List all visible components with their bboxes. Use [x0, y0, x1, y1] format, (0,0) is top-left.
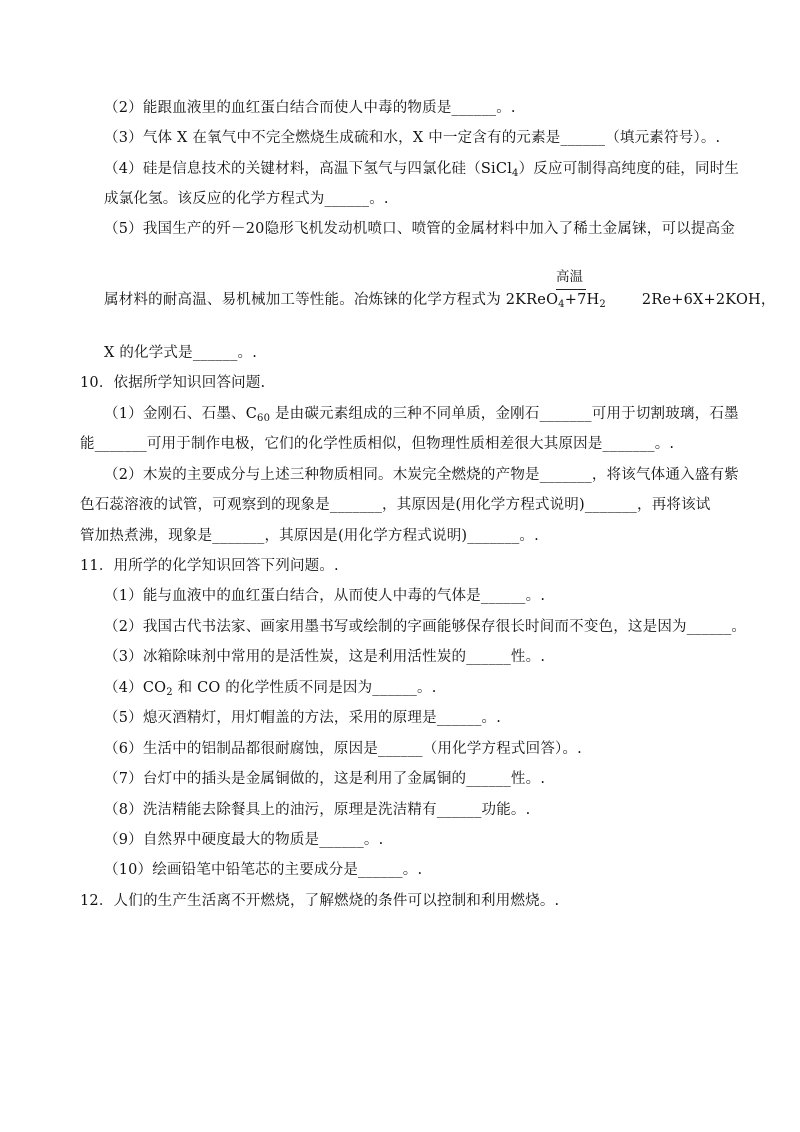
- question-10-2-line1: （2）木炭的主要成分与上述三种物质相同。木炭完全燃烧的产物是_______，将该气体通入盛有紫: [104, 467, 739, 483]
- question-9-5-line3: X 的化学式是______。.: [104, 345, 258, 361]
- q9-4-subscript: 4: [512, 168, 519, 179]
- question-9-5-line2: [104, 290, 776, 310]
- q10-1-subscript: 60: [257, 413, 271, 424]
- reaction-condition-high-temperature: 高温: [556, 269, 583, 285]
- q11-4-text-pre: （4）CO: [104, 680, 167, 696]
- question-12-title: 12．人们的生产生活离不开燃烧，了解燃烧的条件可以控制和利用燃烧。.: [80, 893, 560, 909]
- question-10-1-line2: 能_______可用于制作电极，它们的化学性质相似，但物理性质相差很大其原因是_______。.: [80, 436, 675, 452]
- question-11-9: （9）自然界中硬度最大的物质是______。.: [104, 832, 384, 848]
- q9-4-text-post: ）反应可制得高纯度的硅，同时生: [518, 161, 740, 177]
- q9-5-subscript-2: 2: [599, 299, 606, 310]
- q9-5-text-pre: 属材料的耐高温、易机械加工等性能。冶炼铼的化学方程式为 2KReO: [104, 292, 559, 308]
- q9-4-text-pre: （4）硅是信息技术的关键材料，高温下氢气与四氯化硅（SiCl: [104, 161, 513, 177]
- q11-4-text-post: 和 CO 的化学性质不同是因为______。.: [172, 680, 437, 696]
- question-10-1-line1: [104, 404, 739, 424]
- question-10-2-line3: 管加热煮沸，现象是_______，其原因是(用化学方程式说明)_______。.: [80, 528, 539, 544]
- question-11-8: （8）洗洁精能去除餐具上的油污，原理是洗洁精有______功能。.: [104, 802, 531, 818]
- question-11-7: （7）台灯中的插头是金属铜做的，这是利用了金属铜的______性。.: [104, 771, 546, 787]
- q9-5-text-post: 2Re+6X+2KOH，: [641, 292, 776, 308]
- q9-5-subscript-1: 4: [558, 299, 565, 310]
- question-11-2: （2）我国古代书法家、画家用墨书写或绘制的字画能够保存很长时间而不变色，这是因为______。: [104, 619, 747, 635]
- question-9-4-line2: 成氯化氢。该反应的化学方程式为______。.: [104, 191, 389, 207]
- q10-1-text-pre: （1）金刚石、石墨、C: [104, 406, 258, 422]
- question-9-2: （2）能跟血液里的血红蛋白结合而使人中毒的物质是______。.: [104, 100, 516, 116]
- question-11-title: 11．用所学的化学知识回答下列问题。.: [80, 558, 339, 574]
- question-11-4: [104, 678, 437, 698]
- q9-5-text-mid: +7H: [564, 292, 600, 308]
- question-10-title: 10．依据所学知识回答问题.: [80, 375, 266, 391]
- question-9-3: （3）气体 X 在氧气中不完全燃烧生成硫和水，X 中一定含有的元素是______（填元素符号）。.: [104, 130, 721, 146]
- question-11-6: （6）生活中的铝制品都很耐腐蚀，原因是______（用化学方程式回答）。.: [104, 741, 582, 757]
- question-11-3: （3）冰箱除味剂中常用的是活性炭，这是利用活性炭的______性。.: [104, 649, 546, 665]
- question-9-4-line1: [104, 159, 739, 179]
- q11-4-subscript: 2: [166, 687, 173, 698]
- question-10-2-line2: 色石蕊溶液的试管，可观察到的现象是_______，其原因是(用化学方程式说明)_______，再将该试: [80, 497, 711, 513]
- question-11-10: （10）绘画铅笔中铅笔芯的主要成分是______。.: [104, 862, 423, 878]
- question-11-5: （5）熄灭酒精灯，用灯帽盖的方法，采用的原理是______。.: [104, 710, 502, 726]
- q10-1-text-post: 是由碳元素组成的三种不同单质，金刚石_______可用于切割玻璃，石墨: [270, 406, 739, 422]
- question-9-5-line1: （5）我国生产的歼－20隐形飞机发动机喷口、喷管的金属材料中加入了稀土金属铼，可以提高金: [104, 221, 735, 237]
- question-11-1: （1）能与血液中的血红蛋白结合，从而使人中毒的气体是______。.: [104, 588, 546, 604]
